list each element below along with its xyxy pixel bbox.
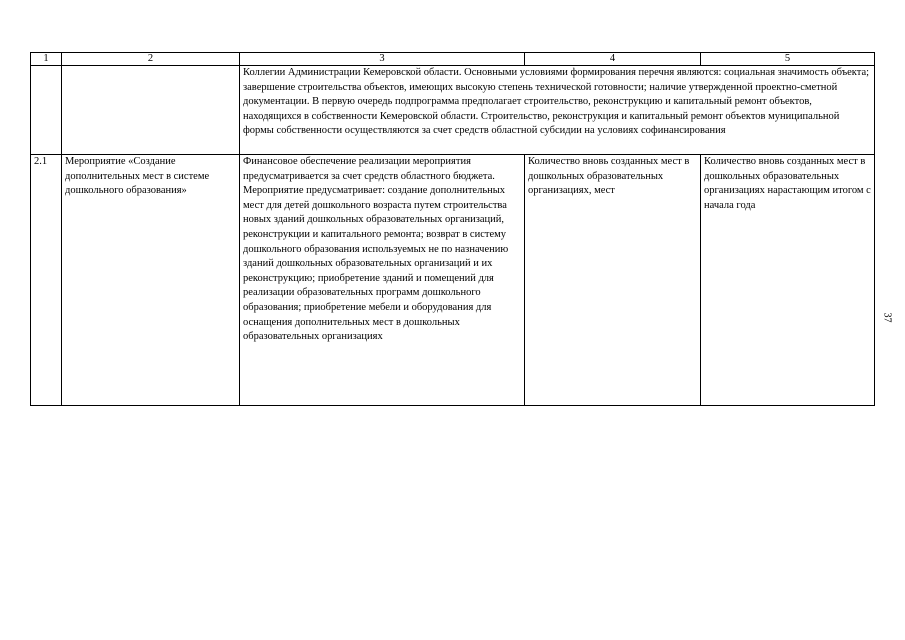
calculation-method: Количество вновь созданных мест в дошкольных образовательных организациях нарастающим итогом с начала года [701,155,875,406]
continuation-col-2 [62,66,240,155]
measure-name: Мероприятие «Создание дополнительных мест в системе дошкольного образования» [62,155,240,406]
header-col-5: 5 [701,53,875,66]
continuation-description: Коллегии Администрации Кемеровской области. Основными условиями формирования перечня являются: социальная значимость объекта; завершение строительства объектов, имеющих высокую степень технической готовности; наличие утвержденной проектно-сметной документации. В первую очередь подпрограмма предполагает строительство, реконструкцию и капитальный ремонт объектов, находящихся в собственности Кемеровской области. Строительство, реконструкция и капитальный ремонт объектов муниципальной формы собственности осуществляются за счет средств областной субсидии на условиях софинансирования [240,66,875,155]
header-col-3: 3 [240,53,525,66]
header-col-1: 1 [31,53,62,66]
row-number: 2.1 [31,155,62,406]
header-col-4: 4 [525,53,701,66]
program-table [30,52,875,406]
table-row-2-1 [31,155,875,406]
table-row-continuation [31,66,875,155]
measure-description: Финансовое обеспечение реализации мероприятия предусматривается за счет средств областного бюджета. Мероприятие предусматривает: создание дополнительных мест для детей дошкольного возраста путем строительства новых зданий дошкольных образовательных организаций, реконструкции и капитального ремонта; возврат в систему дошкольного образования используемых не по назначению зданий дошкольных образовательных организаций и их реконструкцию; приобретение зданий и помещений для реализации образовательных программ дошкольного образования; приобретение мебели и оборудования для оснащения дополнительных мест в дошкольных образовательных организациях [240,155,525,406]
continuation-col-1 [31,66,62,155]
page-number: 37 [881,312,893,323]
header-col-2: 2 [62,53,240,66]
indicator-name: Количество вновь созданных мест в дошкольных образовательных организациях, мест [525,155,701,406]
table-header-row [31,53,875,66]
